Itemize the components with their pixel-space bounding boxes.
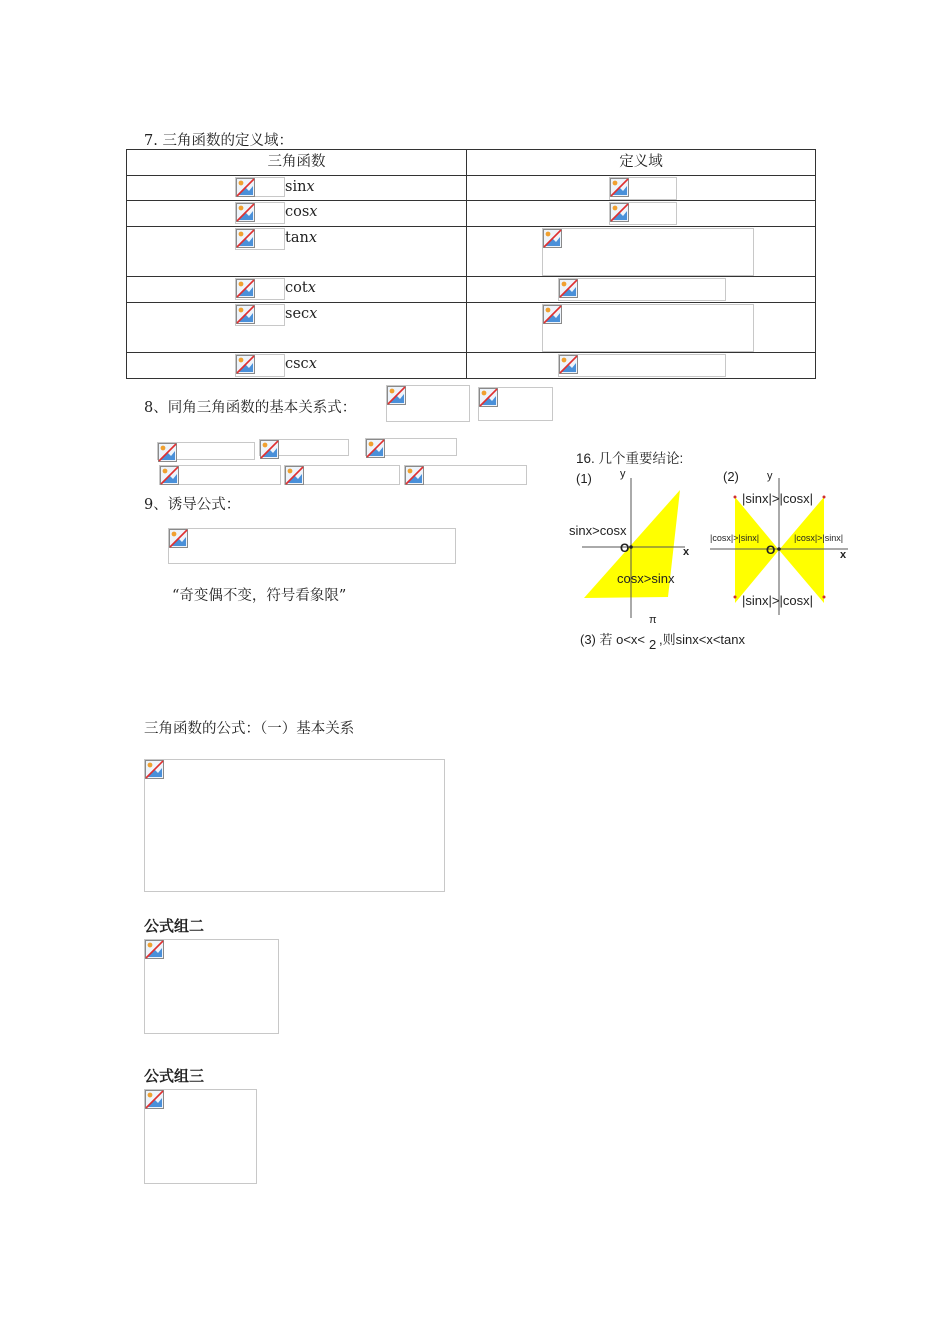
broken-image-icon	[260, 440, 279, 459]
table-row	[127, 176, 816, 201]
section7-title: 7. 三角函数的定义域：	[144, 133, 293, 149]
broken-image-icon	[543, 305, 562, 324]
broken-image-icon	[543, 229, 562, 248]
domain-image	[542, 228, 754, 276]
broken-image-icon	[405, 466, 424, 485]
broken-image-icon	[366, 439, 385, 458]
fig2-corner-dot	[734, 596, 737, 599]
domain-image	[558, 278, 726, 301]
fig3-prefix: (3) 若 o<x<	[580, 632, 646, 647]
domain-image	[609, 177, 677, 200]
header-function: 三角函数	[127, 150, 467, 176]
fig2-top-label: |sinx|>|cosx|	[742, 491, 813, 506]
fig3-denominator: 2	[649, 637, 657, 652]
fig2-y-label: y	[767, 470, 773, 482]
function-name: sinx	[285, 179, 315, 195]
fig2-corner-dot	[823, 496, 826, 499]
broken-image-icon	[160, 466, 179, 485]
function-name: cotx	[285, 280, 316, 296]
section16-title: 16. 几个重要结论:	[576, 451, 684, 466]
group2-heading: 公式组二	[144, 917, 205, 935]
fig1-y-label: y	[620, 468, 626, 480]
formula-image	[235, 304, 285, 326]
table-row	[127, 201, 816, 227]
fig1-x-label: x	[683, 546, 690, 558]
broken-image-icon	[236, 229, 255, 248]
broken-image-icon	[236, 355, 255, 374]
formula-image	[235, 177, 285, 197]
section9-title: 9、诱导公式：	[144, 497, 241, 513]
fig3-suffix: ,则sinx<x<tanx	[659, 632, 745, 647]
domain-table	[126, 149, 816, 379]
domain-image	[558, 354, 726, 377]
broken-image-icon	[559, 355, 578, 374]
domain-image	[609, 202, 677, 225]
formula-image	[144, 1089, 257, 1184]
fig2-right-label: |cosx|>|sinx|	[794, 533, 844, 543]
formula-image	[235, 202, 285, 224]
formula-image	[144, 759, 445, 892]
formula-image	[365, 438, 457, 456]
mnemonic-text: “奇变偶不变，符号看象限”	[172, 588, 347, 604]
table-row	[127, 227, 816, 277]
broken-image-icon	[387, 386, 406, 405]
section8-title: 8、同角三角函数的基本关系式：	[144, 400, 357, 416]
fig2-left-label: |cosx|>|sinx|	[710, 533, 760, 543]
broken-image-icon	[145, 1090, 164, 1109]
formula-image	[235, 228, 285, 250]
function-name: tanx	[285, 230, 317, 246]
broken-image-icon	[285, 466, 304, 485]
function-name: cscx	[285, 356, 317, 372]
fig1-origin-dot	[629, 545, 633, 549]
formula-image	[259, 439, 349, 456]
fig1-upper-label: sinx>cosx	[569, 523, 627, 538]
formula-image	[159, 465, 281, 485]
header-domain: 定义域	[467, 150, 816, 176]
fig2-right-region	[779, 497, 824, 603]
formula-image	[284, 465, 400, 485]
fig3-numerator: π	[649, 614, 657, 626]
table-row	[127, 277, 816, 303]
fig2-origin-label: O	[766, 543, 776, 557]
function-name: secx	[285, 306, 318, 322]
fig2-origin-dot	[777, 547, 781, 551]
broken-image-icon	[169, 529, 188, 548]
broken-image-icon	[236, 203, 255, 222]
broken-image-icon	[559, 279, 578, 298]
fig2-x-label: x	[840, 549, 847, 561]
fig2-label: (2)	[723, 469, 739, 484]
formula-image	[235, 354, 285, 377]
fig1-label: (1)	[576, 471, 592, 486]
formula-image	[168, 528, 456, 564]
broken-image-icon	[145, 940, 164, 959]
fig2-bottom-label: |sinx|>|cosx|	[742, 593, 813, 608]
broken-image-icon	[610, 203, 629, 222]
broken-image-icon	[479, 388, 498, 407]
table-row	[127, 303, 816, 353]
formula-image	[157, 442, 255, 460]
fig1-lower-label: cosx>sinx	[617, 571, 675, 586]
figure-1	[582, 478, 685, 618]
broken-image-icon	[236, 279, 255, 298]
formula-image	[386, 385, 470, 422]
fig2-corner-dot	[823, 596, 826, 599]
broken-image-icon	[145, 760, 164, 779]
formula-image	[478, 387, 553, 421]
broken-image-icon	[236, 305, 255, 324]
formula-image	[235, 278, 285, 300]
broken-image-icon	[158, 443, 177, 462]
group3-heading: 公式组三	[144, 1067, 205, 1085]
fig2-corner-dot	[734, 496, 737, 499]
table-row	[127, 353, 816, 379]
basic-formulas-heading: 三角函数的公式：（一）基本关系	[144, 721, 355, 737]
fig1-origin-label: O	[620, 541, 630, 555]
formula-image	[144, 939, 279, 1034]
broken-image-icon	[610, 178, 629, 197]
function-name: cosx	[285, 204, 318, 220]
domain-image	[542, 304, 754, 352]
formula-image	[404, 465, 527, 485]
broken-image-icon	[236, 178, 255, 197]
